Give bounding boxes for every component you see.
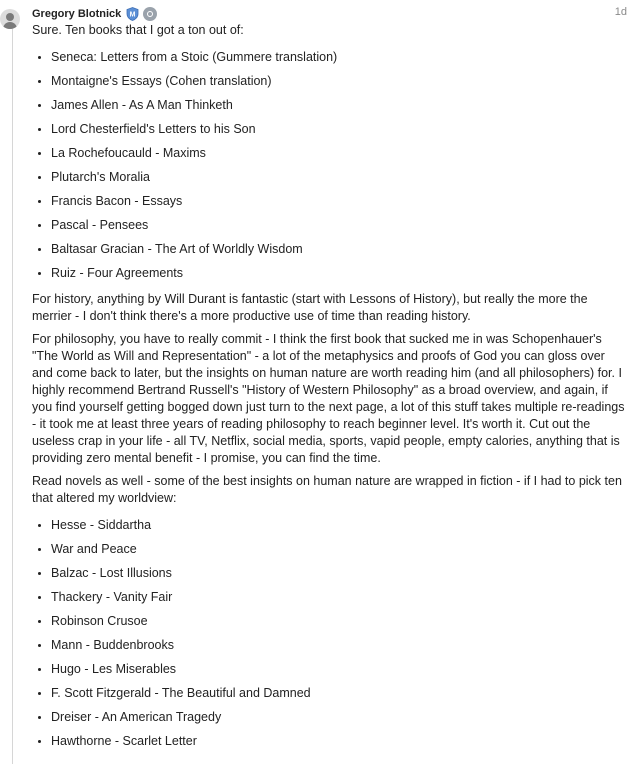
list-item: F. Scott Fitzgerald - The Beautiful and Damned bbox=[32, 681, 627, 705]
list-item: Thackery - Vanity Fair bbox=[32, 585, 627, 609]
avatar-head bbox=[6, 13, 14, 21]
novels-list bbox=[32, 513, 627, 753]
list-item: Seneca: Letters from a Stoic (Gummere translation) bbox=[32, 45, 627, 69]
comment-header bbox=[32, 6, 157, 22]
list-item: Plutarch's Moralia bbox=[32, 165, 627, 189]
history-paragraph: For history, anything by Will Durant is fantastic (start with Lessons of History), but really the more the merrier - I don't think there's a more productive use of time than reading history. bbox=[32, 292, 588, 323]
thread-line[interactable] bbox=[12, 26, 13, 764]
list-item: Hesse - Siddartha bbox=[32, 513, 627, 537]
list-item: Mann - Buddenbrooks bbox=[32, 633, 627, 657]
list-item: Balzac - Lost Illusions bbox=[32, 561, 627, 585]
list-item: Pascal - Pensees bbox=[32, 213, 627, 237]
novels-paragraph: Read novels as well - some of the best insights on human nature are wrapped in fiction - if I had to pick ten that altered my worldview: bbox=[32, 474, 622, 505]
books-list bbox=[32, 45, 627, 285]
list-item: Lord Chesterfield's Letters to his Son bbox=[32, 117, 627, 141]
philosophy-paragraph: For philosophy, you have to really commit - I think the first book that sucked me in was Schopenhauer's "The World as Will and Representation" - a lot of the metaphysics and proofs of God you can gloss over and come back to later, but the insights on human nature are worth reading him (and all philosophers) for. I highly recommend Bertrand Russell's "History of Western Philosophy" as a broad overview, and again, if you find yourself getting bogged down just turn to the next page, a lot of this stuff takes multiple re-readings - it took me at least three years of reading philosophy to reach beginner level. It's worth it. Cut out the useless crap in your life - all TV, Netflix, social media, sports, vapid people, empty calories, anything that is providing zero mental benefit - I promise, you can find the time. bbox=[32, 332, 625, 465]
list-item: Hugo - Les Miserables bbox=[32, 657, 627, 681]
list-item: Ruiz - Four Agreements bbox=[32, 261, 627, 285]
avatar-body bbox=[3, 22, 17, 29]
list-item: Baltasar Gracian - The Art of Worldly Wisdom bbox=[32, 237, 627, 261]
list-item: Hawthorne - Scarlet Letter bbox=[32, 729, 627, 753]
list-item: Montaigne's Essays (Cohen translation) bbox=[32, 69, 627, 93]
list-item: James Allen - As A Man Thinketh bbox=[32, 93, 627, 117]
avatar[interactable] bbox=[0, 9, 20, 29]
comment-body bbox=[32, 22, 627, 759]
list-item: War and Peace bbox=[32, 537, 627, 561]
shield-badge-icon bbox=[126, 7, 139, 21]
list-item: Dreiser - An American Tragedy bbox=[32, 705, 627, 729]
circle-badge-icon bbox=[143, 7, 157, 21]
intro-text: Sure. Ten books that I got a ton out of: bbox=[32, 23, 244, 37]
list-item: Francis Bacon - Essays bbox=[32, 189, 627, 213]
list-item: Robinson Crusoe bbox=[32, 609, 627, 633]
shield-badge-letter: M bbox=[129, 11, 136, 19]
author-name[interactable]: Gregory Blotnick bbox=[32, 8, 122, 20]
list-item: La Rochefoucauld - Maxims bbox=[32, 141, 627, 165]
timestamp[interactable]: 1d bbox=[614, 6, 627, 18]
